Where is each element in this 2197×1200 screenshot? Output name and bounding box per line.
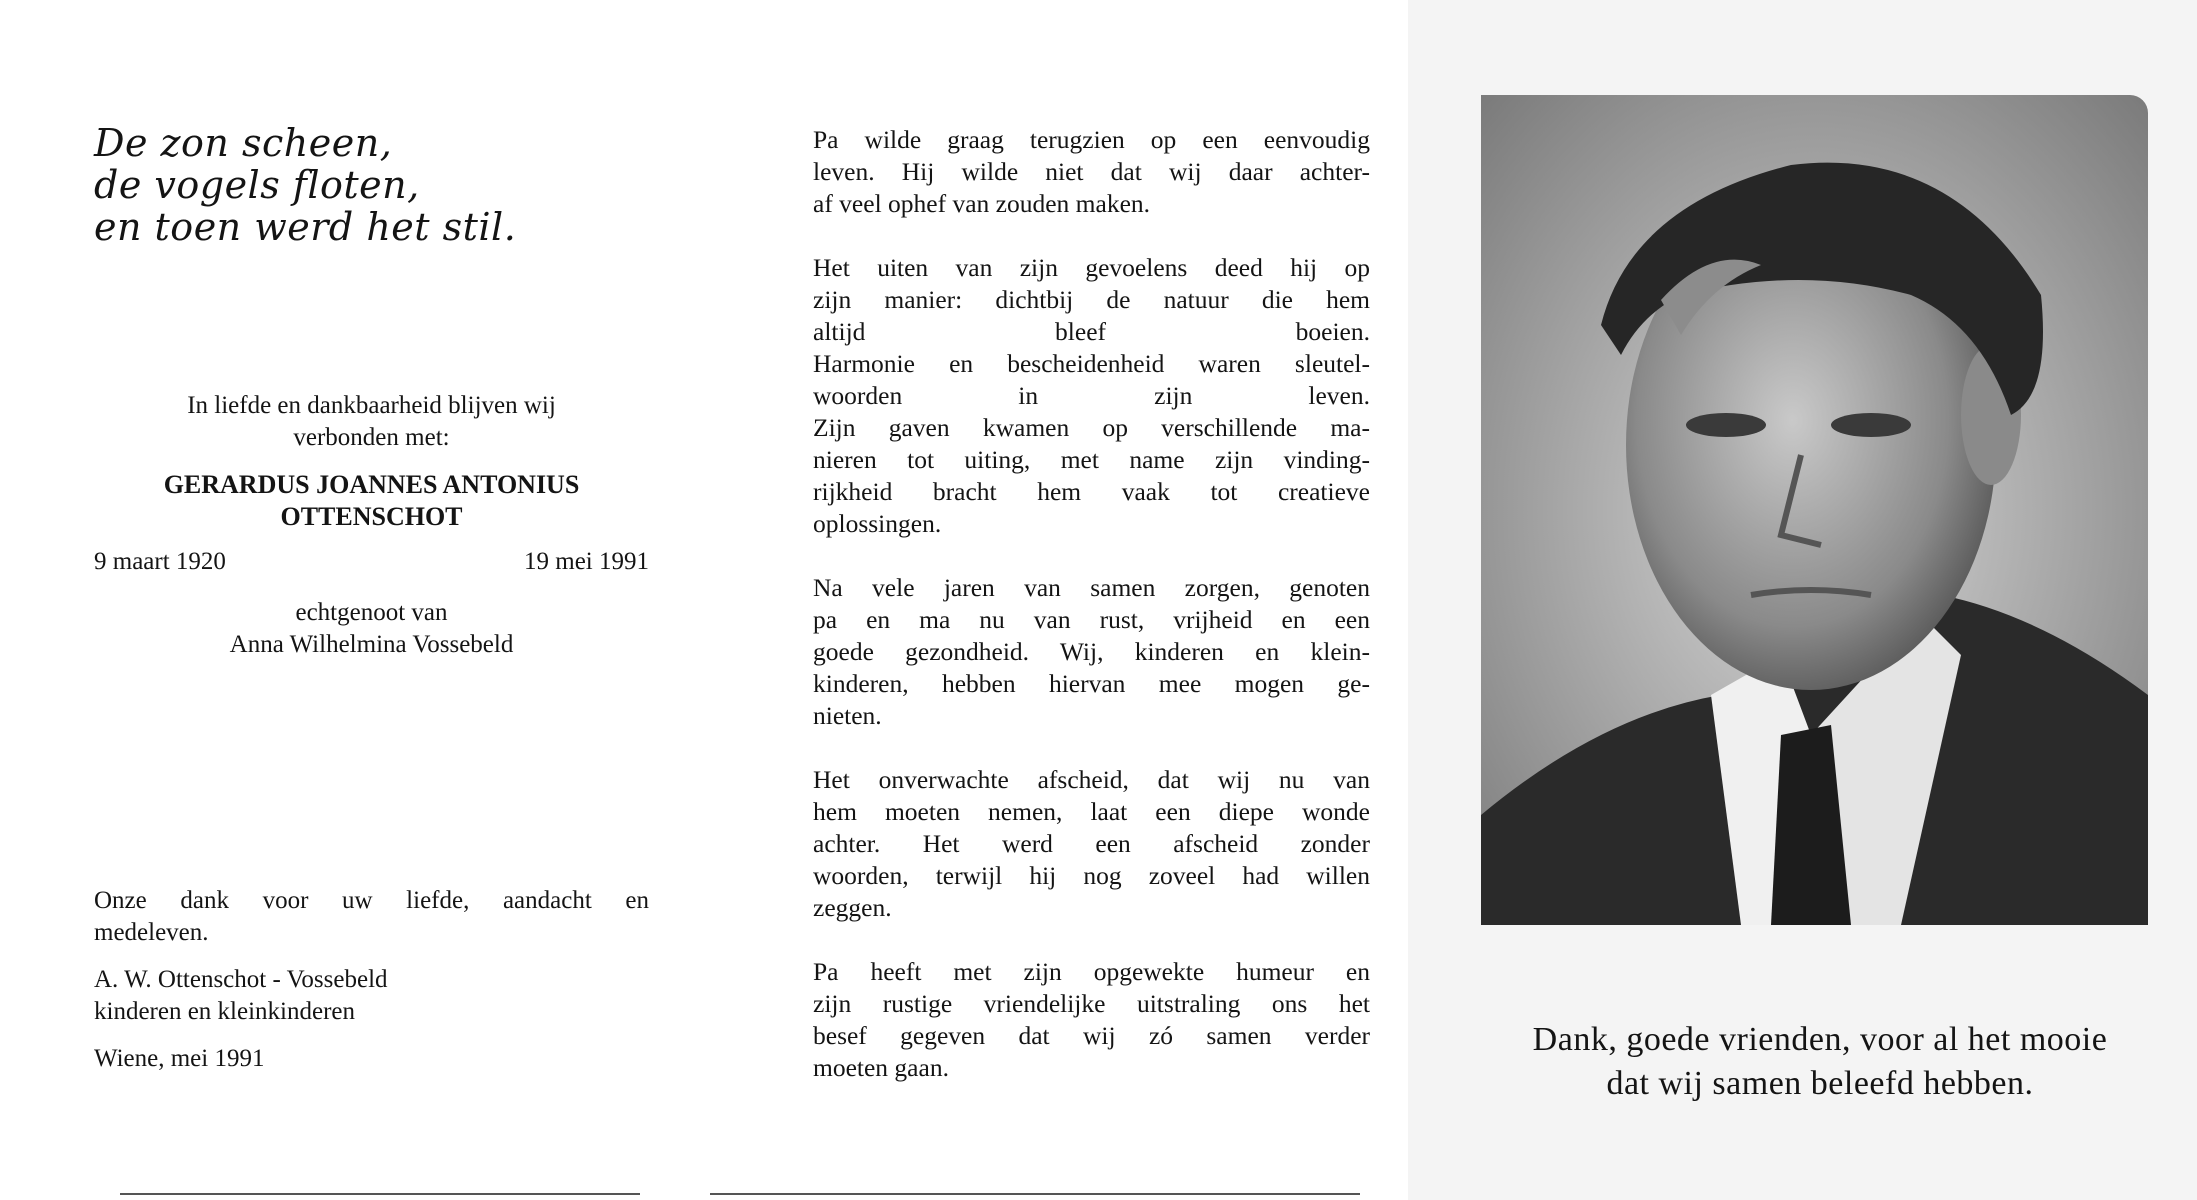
birth-date: 9 maart 1920 (94, 548, 226, 575)
thanks-text (94, 885, 649, 949)
paragraph-line: zijn manier: dichtbij de natuur die hem (813, 285, 1370, 314)
paragraph-line: Zijn gaven kwamen op verschillende ma- (813, 413, 1370, 442)
paragraph-line: Pa heeft met zijn opgewekte humeur en (813, 957, 1370, 986)
spouse-line: Anna Wilhelmina Vossebeld (229, 631, 514, 658)
spouse-text (94, 597, 649, 661)
signed-line: A. W. Ottenschot - Vossebeld (94, 966, 388, 993)
name-line: GERARDUS JOANNES ANTONIUS (163, 470, 580, 499)
divider (120, 1193, 640, 1195)
paragraph-line: moeten gaan. (813, 1053, 949, 1082)
paragraph-line: nieten. (813, 701, 882, 730)
divider (710, 1193, 1360, 1195)
paragraph-line: oplossingen. (813, 509, 942, 538)
intro-line: verbonden met: (293, 424, 450, 451)
paragraph (813, 124, 1370, 220)
death-date: 19 mei 1991 (524, 548, 649, 575)
caption-line: Dank, goede vrienden, voor al het mooie (1532, 1021, 2108, 1058)
paragraph-line: woorden, terwijl hij nog zoveel had willen (813, 861, 1370, 890)
poem-line: en toen werd het stil. (94, 205, 517, 249)
portrait-photo (1481, 95, 2148, 925)
paragraph (813, 956, 1370, 1084)
paragraph (813, 572, 1370, 732)
paragraph-line: af veel ophef van zouden maken. (813, 189, 1151, 218)
thanks-line: Onze dank voor uw liefde, aandacht en (94, 887, 649, 914)
memorial-text-column (813, 124, 1370, 1116)
deceased-name (94, 469, 649, 533)
thanks-line: medeleven. (94, 919, 209, 946)
name-line: OTTENSCHOT (280, 502, 463, 531)
intro-text (94, 390, 649, 454)
life-dates (94, 548, 649, 576)
place-date: Wiene, mei 1991 (94, 1045, 265, 1072)
paragraph-line: pa en ma nu van rust, vrijheid en een (813, 605, 1370, 634)
paragraph-line: kinderen, hebben hiervan mee mogen ge- (813, 669, 1370, 698)
paragraph-line: nieren tot uiting, met name zijn vinding- (813, 445, 1370, 474)
paragraph-line: Het onverwachte afscheid, dat wij nu van (813, 765, 1370, 794)
signature-block (94, 964, 649, 1028)
paragraph (813, 252, 1370, 540)
paragraph-line: altijd bleef boeien. (813, 317, 1370, 346)
spouse-line: echtgenoot van (295, 599, 448, 626)
paragraph-line: leven. Hij wilde niet dat wij daar achter- (813, 157, 1370, 186)
paragraph-line: Harmonie en bescheidenheid waren sleutel- (813, 349, 1370, 378)
paragraph-line: zijn rustige vriendelijke uitstraling ons het (813, 989, 1370, 1018)
paragraph-line: hem moeten nemen, laat een diepe wonde (813, 797, 1370, 826)
intro-line: In liefde en dankbaarheid blijven wij (187, 392, 556, 419)
poem-line: De zon scheen, (94, 121, 393, 165)
paragraph-line: rijkheid bracht hem vaak tot creatieve (813, 477, 1370, 506)
paragraph-line: Het uiten van zijn gevoelens deed hij op (813, 253, 1370, 282)
paragraph-line: zeggen. (813, 893, 892, 922)
paragraph-line: goede gezondheid. Wij, kinderen en klein- (813, 637, 1370, 666)
paragraph-line: Pa wilde graag terugzien op een eenvoudig (813, 125, 1370, 154)
paragraph-line: woorden in zijn leven. (813, 381, 1370, 410)
paragraph-line: Na vele jaren van samen zorgen, genoten (813, 573, 1370, 602)
photo-caption (1460, 1018, 2180, 1106)
paragraph (813, 764, 1370, 924)
paragraph-line: achter. Het werd een afscheid zonder (813, 829, 1370, 858)
poem-line: de vogels floten, (94, 163, 420, 207)
signed-line: kinderen en kleinkinderen (94, 998, 356, 1025)
caption-line: dat wij samen beleefd hebben. (1606, 1065, 2034, 1102)
paragraph-line: besef gegeven dat wij zó samen verder (813, 1021, 1370, 1050)
poem (94, 122, 516, 248)
